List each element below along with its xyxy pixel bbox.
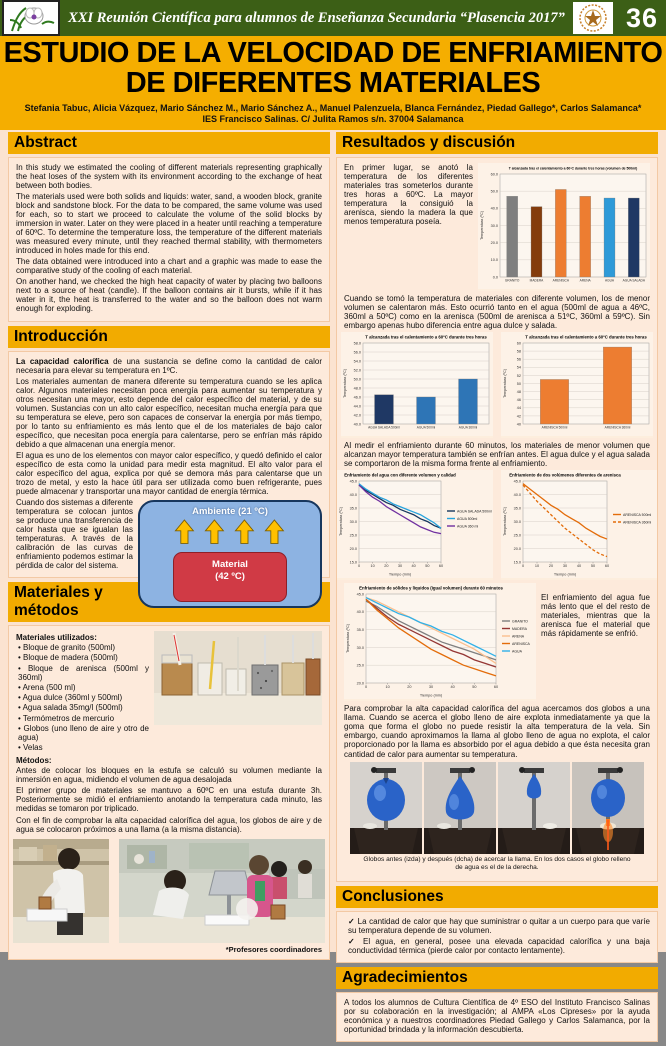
material-item: • Bloque de arenisca (500ml y 360ml)	[18, 664, 322, 682]
balloons-photo	[344, 762, 650, 854]
svg-text:T alcanzada tras el calentamie: T alcanzada tras el calentamiento a 60ºC durante tres horas	[525, 334, 647, 340]
svg-text:58: 58	[516, 349, 521, 354]
svg-text:AGUA 500ml: AGUA 500ml	[457, 517, 478, 522]
title-band	[0, 36, 666, 130]
svg-text:Enfriamiento del agua con dife: Enfriamiento del agua con diferente volumen y calidad	[344, 472, 456, 478]
conclusions-list	[344, 917, 650, 955]
poster-number: 36	[625, 2, 659, 33]
svg-text:48: 48	[516, 390, 521, 395]
svg-text:20.0: 20.0	[490, 241, 498, 246]
intro-lead: La capacidad calorífica	[16, 356, 109, 366]
svg-text:50: 50	[516, 382, 521, 387]
student-photo-2	[119, 839, 325, 943]
chart-enfriamiento-agua	[337, 470, 493, 580]
svg-text:48.0: 48.0	[353, 386, 361, 391]
balloon-air-after	[498, 762, 570, 854]
svg-text:ARENISCA 360ml: ARENISCA 360ml	[604, 425, 631, 430]
svg-text:40.0: 40.0	[356, 610, 364, 615]
conference-title: XXI Reunión Científica para alumnos de Enseñanza Secundaria “Plasencia 2017”	[68, 9, 565, 26]
materials-panel	[8, 625, 330, 960]
svg-text:10: 10	[534, 564, 540, 569]
abstract-panel	[8, 157, 330, 322]
svg-text:56.0: 56.0	[353, 350, 361, 355]
materials-subtitle: Materiales utilizados:	[16, 633, 97, 643]
methods-paragraph: El primer grupo de materiales se mantuvo a 60ºC en una estufa durante 3h. Posteriormente se midió el enfriamiento anotando la temperatura cada minuto, las medidas se tomaron por triplicado.	[16, 786, 322, 814]
svg-text:20: 20	[407, 685, 412, 690]
svg-text:40.0: 40.0	[349, 493, 357, 498]
university-seal	[573, 2, 613, 34]
material-label: Material	[212, 558, 248, 570]
svg-text:35.0: 35.0	[356, 628, 364, 633]
svg-text:10: 10	[370, 564, 375, 569]
material-temp: (42 ºC)	[215, 571, 245, 583]
svg-text:20.0: 20.0	[513, 547, 521, 552]
svg-text:30.0: 30.0	[349, 520, 357, 525]
intro-paragraph: Los materiales aumentan de manera diferente su temperatura cuando se les aplica calor. Algunos materiales necesitan poca energía para aumentar su temperatura y otros necesitan una mayor, esto depende del calor específico del material, y de su volumen. Sustancias con un alto calor específico, necesitan mucha energía para que su temperatura se eleve, pero son capaces de conservar la energía por más tiempo, por lo tanto su enfriamiento es más lento que el de los materiales de bajo calor específico, que necesitan poca energía para calentarse, pero se enfrían más rápido debido a que almacenan una energía menor.	[16, 376, 322, 449]
svg-text:52: 52	[516, 373, 521, 378]
conclusions-panel	[336, 911, 658, 963]
intro-panel	[8, 351, 330, 583]
poster-title-line1: ESTUDIO DE LA VELOCIDAD DE ENFRIAMIENTO	[3, 37, 663, 69]
svg-text:T alcanzada tras el calentamie: T alcanzada tras el calentamiento a 60ºC durante tres horas	[365, 334, 487, 340]
acknowledgements-paragraph: A todos los alumnos de Cultura Científica de 4º ESO del Instituto Francisco Salinas por su colaboración en la investigación; al AMPA «Los Cipreses» por la ayuda económica y a nuestros coordinadores Piedad Gallego y Carlos Salamanca, por la oportunidad brindada y la información descubierta.	[344, 998, 650, 1035]
svg-text:60: 60	[604, 564, 610, 569]
svg-text:MADERA: MADERA	[529, 278, 544, 283]
svg-text:40.0: 40.0	[490, 206, 498, 211]
svg-text:40: 40	[411, 564, 416, 569]
svg-text:ARENA: ARENA	[579, 278, 591, 283]
material-item: • Bloque de madera (500ml)	[18, 653, 322, 662]
svg-text:30: 30	[397, 564, 403, 569]
abstract-heading: Abstract	[8, 132, 330, 154]
intro-lead-rest: de una sustancia se define como la cantidad de calor necesaria para elevar su temperatura en 1ºC.	[16, 356, 322, 375]
svg-text:Enfriamiento de dos volúmenes: Enfriamiento de dos volúmenes diferentes de arenisca	[509, 472, 621, 478]
svg-text:40: 40	[516, 422, 521, 427]
balloon-water-before	[424, 762, 496, 854]
material-item: • Agua salada 35mg/l (500ml)	[18, 703, 322, 712]
svg-text:0: 0	[364, 685, 368, 690]
svg-text:0: 0	[521, 564, 525, 569]
material-item: • Velas	[18, 743, 322, 752]
svg-text:40: 40	[576, 564, 582, 569]
conclusions-heading: Conclusiones	[336, 886, 658, 908]
flower-icon	[6, 4, 56, 32]
results-heading: Resultados y discusión	[336, 132, 658, 154]
material-item: • Agua dulce (360ml y 500ml)	[18, 693, 322, 702]
svg-text:20.0: 20.0	[349, 547, 357, 552]
results-panel	[336, 157, 658, 882]
svg-text:50.0: 50.0	[353, 377, 361, 382]
svg-text:54: 54	[516, 365, 521, 370]
chart-agua-volumen	[341, 332, 493, 438]
svg-text:Temperatura (ºC): Temperatura (ºC)	[339, 507, 343, 537]
svg-text:MADERA: MADERA	[512, 627, 527, 632]
svg-text:Tiempo (min): Tiempo (min)	[419, 693, 443, 698]
svg-text:AGUA 360 ml: AGUA 360 ml	[457, 524, 479, 529]
abstract-paragraph: In this study we estimated the cooling of different materials representing graphically the heat loses of the system with its environment according to the exchange of heat between both bodies.	[16, 163, 322, 191]
svg-text:46: 46	[516, 398, 521, 403]
svg-text:Temperatura (ºC): Temperatura (ºC)	[503, 507, 507, 537]
svg-text:Temperatura (ºC): Temperatura (ºC)	[480, 210, 484, 241]
chart-temp-500ml	[478, 163, 650, 291]
svg-text:30: 30	[562, 564, 568, 569]
svg-text:25.0: 25.0	[513, 533, 521, 538]
svg-text:10.0: 10.0	[490, 258, 498, 263]
intro-paragraph	[16, 357, 322, 375]
svg-text:35.0: 35.0	[513, 506, 521, 511]
balloons-caption: Globos antes (izda) y después (dcha) de acercar la llama. En los dos casos el globo relleno de agua es el de la derecha.	[363, 855, 631, 871]
svg-text:60: 60	[516, 341, 521, 346]
results-paragraph-1: En primer lugar, se anotó la temperatura de los diferentes materiales tras someterlos durante tres horas a 60ºC. La mayor temperatura la consiguió la arenisca, siendo la madera la que menos temperatura poseía.	[344, 163, 473, 227]
chart-enfriamiento-solidos	[344, 583, 536, 701]
authors-line: Stefania Tabuc, Alicia Vázquez, Mario Sánchez M., Mario Sánchez A., Manuel Palenzuela, Blanca Fernández, Piedad Gallego*, Carlos Salamanca*	[24, 102, 642, 113]
svg-text:50: 50	[425, 564, 430, 569]
svg-text:44: 44	[516, 406, 521, 411]
svg-text:25.0: 25.0	[356, 663, 364, 668]
svg-text:45.0: 45.0	[356, 592, 364, 597]
svg-text:0.0: 0.0	[492, 275, 498, 280]
svg-text:30.0: 30.0	[513, 520, 521, 525]
results-paragraph-4: El enfriamiento del agua fue más lento que el del resto de materiales, mientras que la arenisca fue el material que más rápidamente se enfrió.	[541, 593, 650, 639]
results-paragraph-3: Al medir el enfriamiento durante 60 minutos, los materiales de menor volumen que alcanzan mayor temperatura también se enfrían antes. El agua dulce y el agua salada se comportaron de la misma forma frente al enfriamiento.	[344, 441, 650, 469]
svg-text:30: 30	[428, 685, 434, 690]
affiliation-line: IES Francisco Salinas. C/ Julita Ramos s/n. 37004 Salamanca	[202, 114, 464, 125]
coordinators-footnote: *Profesores coordinadores	[225, 944, 322, 954]
materials-photo	[154, 631, 322, 727]
svg-text:ARENISCA 360ml: ARENISCA 360ml	[623, 520, 652, 525]
svg-text:Enfriamiento de sólidos y líqu: Enfriamiento de sólidos y líquidos (igual volumen) durante 60 minutos	[359, 585, 503, 591]
svg-text:GRANITO: GRANITO	[512, 619, 528, 624]
svg-text:56: 56	[516, 357, 521, 362]
methods-subtitle: Métodos:	[16, 756, 52, 766]
intro-heading: Introducción	[8, 326, 330, 348]
chart-arenisca-volumen	[501, 332, 653, 438]
svg-text:10: 10	[385, 685, 390, 690]
svg-text:52.0: 52.0	[353, 368, 361, 373]
results-paragraph-2: Cuando se tomó la temperatura de materiales con diferente volumen, los de menor volumen se calentaron más. Esto ocurrió tanto en el agua (500ml de agua a 46ºC, 360ml a 50ºC) como en la arenisca (500ml de arenisca a 51ºC, 360ml a 59ºC). Sin embargo apenas hubo diferencia entre agua dulce y salada.	[344, 294, 650, 331]
flower-logo	[2, 0, 60, 36]
acknowledgements-heading: Agradecimientos	[336, 967, 658, 989]
material-item: • Termómetros de mercurio	[18, 714, 322, 723]
acknowledgements-panel	[336, 992, 658, 1042]
intro-paragraph: Cuando dos sistemas a diferente temperatura se colocan juntos se produce una transferencia de calor hasta que se igualan las temperaturas. A través de la calibración de las curvas de enfriamiento podemos estimar la pérdida de calor del sistema.	[16, 497, 133, 571]
svg-text:AGUA 500ml: AGUA 500ml	[416, 425, 436, 430]
svg-text:AGUA 360ml: AGUA 360ml	[458, 425, 478, 430]
svg-text:20: 20	[384, 564, 389, 569]
balloon-water-after	[572, 762, 644, 854]
svg-text:AGUA: AGUA	[512, 649, 522, 654]
svg-text:40.0: 40.0	[513, 493, 521, 498]
svg-text:ARENISCA 500ml: ARENISCA 500ml	[541, 425, 568, 430]
svg-text:35.0: 35.0	[349, 506, 357, 511]
conclusion-item: ✓ El agua, en general, posee una elevada capacidad calorífica y una baja conductividad térmica (pierde calor por contacto lentamente).	[348, 937, 650, 955]
ambient-label: Ambiente (21 ºC)	[192, 505, 268, 517]
svg-text:T alcanzada tras el calentamie: T alcanzada tras el calentamiento a 60ºC durante tres horas (volumen de 500ml)	[508, 166, 638, 171]
svg-text:Temperatura (ºC): Temperatura (ºC)	[346, 624, 350, 654]
svg-text:50: 50	[472, 685, 477, 690]
material-box	[173, 552, 287, 602]
svg-text:AGUA SALADA 500ml: AGUA SALADA 500ml	[457, 509, 492, 514]
svg-text:40: 40	[450, 685, 455, 690]
materials-heading: Materiales y métodos	[8, 582, 330, 622]
student-photo-1	[13, 839, 109, 943]
svg-text:ARENA: ARENA	[512, 634, 525, 639]
svg-text:46.0: 46.0	[353, 395, 361, 400]
svg-text:42: 42	[516, 414, 521, 419]
top-bar	[0, 0, 666, 36]
svg-text:45.0: 45.0	[513, 479, 521, 484]
svg-text:15.0: 15.0	[513, 560, 521, 565]
svg-text:Tiempo (min): Tiempo (min)	[553, 572, 577, 577]
svg-text:45.0: 45.0	[349, 479, 357, 484]
svg-text:60.0: 60.0	[490, 172, 498, 177]
material-item: • Arena (500 ml)	[18, 683, 322, 692]
right-column	[336, 132, 658, 1046]
material-item: • Globos (uno lleno de aire y otro de agua)	[18, 724, 322, 742]
svg-text:0: 0	[357, 564, 361, 569]
svg-text:ARENISCA: ARENISCA	[512, 642, 530, 647]
svg-text:40.0: 40.0	[353, 422, 361, 427]
svg-text:44.0: 44.0	[353, 404, 361, 409]
svg-text:Tiempo (min): Tiempo (min)	[388, 572, 412, 577]
svg-text:20: 20	[548, 564, 554, 569]
svg-text:AGUA SALADA: AGUA SALADA	[622, 278, 645, 283]
svg-text:20.0: 20.0	[356, 681, 364, 686]
svg-text:25.0: 25.0	[349, 533, 357, 538]
intro-paragraph: El agua es uno de los elementos con mayor calor específico, y quedó definido el calor específico de esta como la unidad para medir esta magnitud. El alto valor para el calor específico del agua, explica por qué se demora más para calentarse que un trozo de metal, y esto la hace útil para ser utilizada como buen refrigerante, pues puede almacenar y transportar una mayor cantidad de energía térmica.	[16, 450, 322, 496]
conclusion-item: ✓ La cantidad de calor que hay que suministrar o quitar a un cuerpo para que varíe su temperatura depende de su volumen.	[348, 917, 650, 935]
svg-text:AGUA SALADA 500ml: AGUA SALADA 500ml	[368, 425, 400, 430]
svg-text:15.0: 15.0	[349, 560, 357, 565]
svg-text:50.0: 50.0	[490, 189, 498, 194]
abstract-paragraph: The materials used were both solids and liquids: water, sand, a wooden block, granite block and sandstone block. For the data to be compared, the same volume was used for each, so to start we proceed to calculate the volume of the solid blocks by immersion in water. Later on they were placed in a heater until reaching a temperature of 60ºC. To determine the temperature loss, the temperature of the different materials was measured every minute, until they reached thermal stability, with thermometers introduced in holes made for this end.	[16, 192, 322, 256]
svg-text:AGUA: AGUA	[604, 278, 615, 283]
abstract-paragraph: The data obtained were introduced into a chart and a graphic was made to ease the comparative study of the cooling of each material.	[16, 257, 322, 276]
svg-text:54.0: 54.0	[353, 359, 361, 364]
svg-text:58.0: 58.0	[353, 341, 361, 346]
svg-text:42.0: 42.0	[353, 413, 361, 418]
svg-text:30.0: 30.0	[490, 223, 498, 228]
abstract-paragraph: On another hand, we checked the high heat capacity of water by placing two balloons next to a source of heat (candle). If the balloon contains air it bursts, while if it has water in it, the heat is transferred to the water and so the balloon does not warm enough for exploding.	[16, 277, 322, 314]
svg-text:50: 50	[590, 564, 596, 569]
poster-title-line2: DE DIFERENTES MATERIALES	[125, 67, 541, 100]
lab-photos	[16, 839, 322, 943]
svg-text:60: 60	[493, 685, 499, 690]
svg-text:Temperatura (ºC): Temperatura (ºC)	[503, 369, 507, 399]
svg-text:Temperatura (ºC): Temperatura (ºC)	[343, 369, 347, 399]
material-item: • Bloque de granito (500ml)	[18, 643, 322, 652]
svg-text:GRANITO: GRANITO	[504, 278, 520, 283]
heat-arrows-icon	[140, 520, 320, 548]
heat-transfer-diagram	[138, 500, 322, 608]
results-paragraph-5: Para comprobar la alta capacidad calorífica del agua acercamos dos globos a una llama. Cuando se acerca el globo lleno de aire explota inmediatamente ya que la goma que forma el globo no puede resistir la alta temperatura de la vela. Sin embargo, cuando aproximamos la llama al globo lleno de agua no explota, el calor proporcionado por la llama es absorbido por el agua debido a que ésta necesita gran cantidad de calor para aumentar su temperatura.	[344, 704, 650, 759]
methods-paragraph: Con el fin de comprobar la alta capacidad calorífica del agua, los globos de aire y de agua se colocaron próximos a una llama (a la misma distancia).	[16, 815, 322, 834]
left-column	[8, 132, 330, 964]
chart-enfriamiento-arenisca	[501, 470, 657, 580]
balloon-air-before	[350, 762, 422, 854]
svg-text:ARENISCA: ARENISCA	[552, 278, 569, 283]
svg-text:30.0: 30.0	[356, 646, 364, 651]
svg-text:60: 60	[438, 564, 444, 569]
svg-text:ARENISCA 500ml: ARENISCA 500ml	[623, 513, 652, 518]
methods-paragraph: Antes de colocar los bloques en la estufa se calculó su volumen mediante la inmersión en agua, midiendo el volumen de agua desalojada	[16, 766, 322, 785]
seal-icon	[578, 3, 608, 33]
